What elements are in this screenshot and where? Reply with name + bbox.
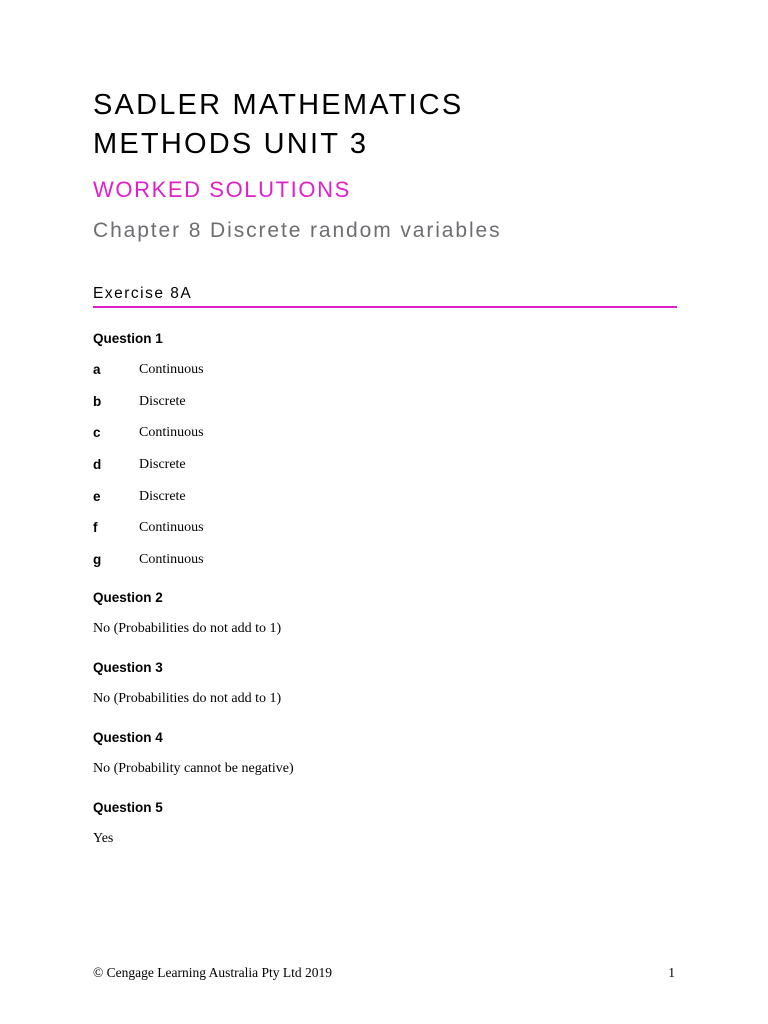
question-1-part-answer: Continuous xyxy=(139,362,204,377)
question-1-part-answer: Discrete xyxy=(139,457,186,472)
question-1-part-answer: Discrete xyxy=(139,489,186,504)
chapter-heading: Chapter 8 Discrete random variables xyxy=(93,219,502,242)
question-4-heading: Question 4 xyxy=(93,730,163,745)
question-5-answer: Yes xyxy=(93,831,114,846)
document-title-line-2: METHODS UNIT 3 xyxy=(93,128,369,160)
question-1-part-letter: c xyxy=(93,425,101,440)
question-1-part-letter: e xyxy=(93,489,101,504)
question-1-part-letter: b xyxy=(93,394,102,409)
question-2-heading: Question 2 xyxy=(93,590,163,605)
question-1-part-answer: Continuous xyxy=(139,520,204,535)
document-title xyxy=(93,86,463,164)
question-1-part-answer: Continuous xyxy=(139,552,204,567)
exercise-heading: Exercise 8A xyxy=(93,285,193,302)
question-1-part-letter: g xyxy=(93,552,102,567)
question-1-part-answer: Discrete xyxy=(139,394,186,409)
question-4-answer: No (Probability cannot be negative) xyxy=(93,761,294,776)
question-3-heading: Question 3 xyxy=(93,660,163,675)
question-1-part-letter: f xyxy=(93,520,98,535)
document-title-line-1: SADLER MATHEMATICS xyxy=(93,89,464,121)
question-1-part-letter: d xyxy=(93,457,102,472)
exercise-divider xyxy=(93,306,677,308)
page-number: 1 xyxy=(668,965,675,980)
question-2-answer: No (Probabilities do not add to 1) xyxy=(93,621,282,636)
worked-solutions-subtitle: WORKED SOLUTIONS xyxy=(93,177,351,202)
question-1-part-answer: Continuous xyxy=(139,425,204,440)
question-1-heading: Question 1 xyxy=(93,331,163,346)
copyright-footer: © Cengage Learning Australia Pty Ltd 2019 xyxy=(93,965,332,980)
question-1-part-letter: a xyxy=(93,362,101,377)
question-3-answer: No (Probabilities do not add to 1) xyxy=(93,691,282,706)
question-5-heading: Question 5 xyxy=(93,800,163,815)
